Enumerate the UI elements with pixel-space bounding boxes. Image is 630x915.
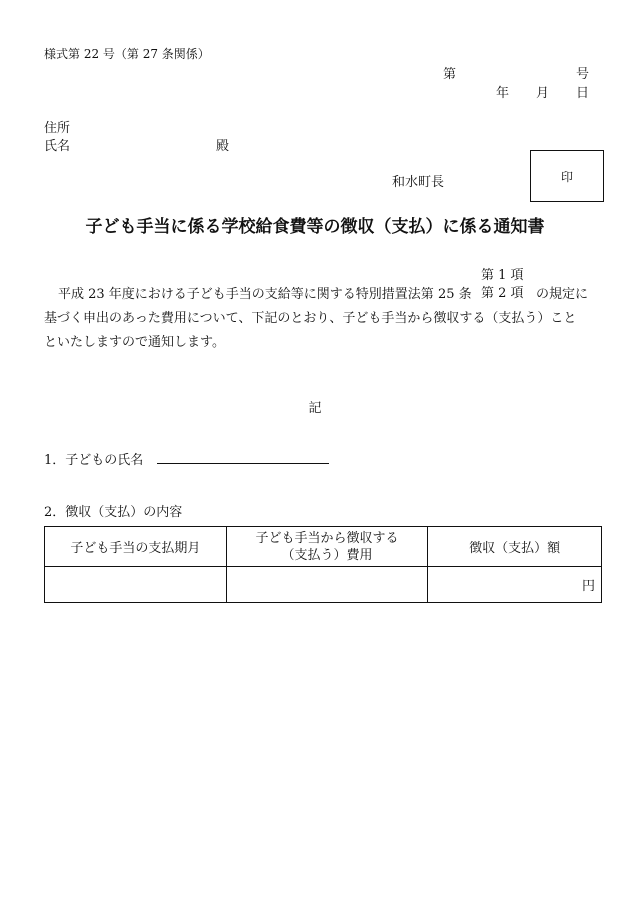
paragraph-options [481,267,524,303]
date-day: 日 [576,86,590,101]
seal-label: 印 [560,169,573,184]
item2-label: 2．徴収（支払）の内容 [44,505,183,520]
number-prefix: 第 [443,67,457,82]
yen-unit: 円 [581,579,595,594]
document-title: 子ども手当に係る学校給食費等の徴収（支払）に係る通知書 [85,217,545,237]
item1-label: 1．子どもの氏名 [44,453,144,468]
body-line3: といたしますので通知します。 [44,335,225,350]
number-suffix: 号 [576,67,590,82]
child-name-line[interactable] [157,463,329,464]
table-row [45,567,602,603]
body-line1-head: 平成 23 年度における子ども手当の支給等に関する特別措置法第 25 条 [58,287,472,302]
cell-expense[interactable] [226,567,428,603]
address-label: 住所 [44,121,71,136]
header-payment-month: 子ども手当の支払期月 [45,527,227,567]
date-month: 月 [536,86,550,101]
cell-amount[interactable] [428,567,602,603]
header-amount: 徴収（支払）額 [428,527,602,567]
header-expense [226,527,428,567]
honorific: 殿 [216,139,230,154]
para-option-2: 第 2 項 [481,286,524,301]
table-header-row [45,527,602,567]
name-label: 氏名 [44,139,71,154]
issuer-title: 和水町長 [392,175,445,190]
seal-box [530,150,604,202]
date-year: 年 [496,86,510,101]
ki-heading: 記 [308,401,322,416]
collection-table [44,526,602,603]
body-line2: 基づく申出のあった費用について、下記のとおり、子ども手当から徴収する（支払う）こと [44,311,577,326]
body-line1-tail: の規定に [536,287,589,302]
cell-payment-month[interactable] [45,567,227,603]
header-expense-line2: （支払う）費用 [281,547,373,563]
para-option-1: 第 1 項 [481,268,524,283]
form-number: 様式第 22 号（第 27 条関係） [44,47,210,61]
header-expense-line1: 子ども手当から徴収する [255,530,399,546]
